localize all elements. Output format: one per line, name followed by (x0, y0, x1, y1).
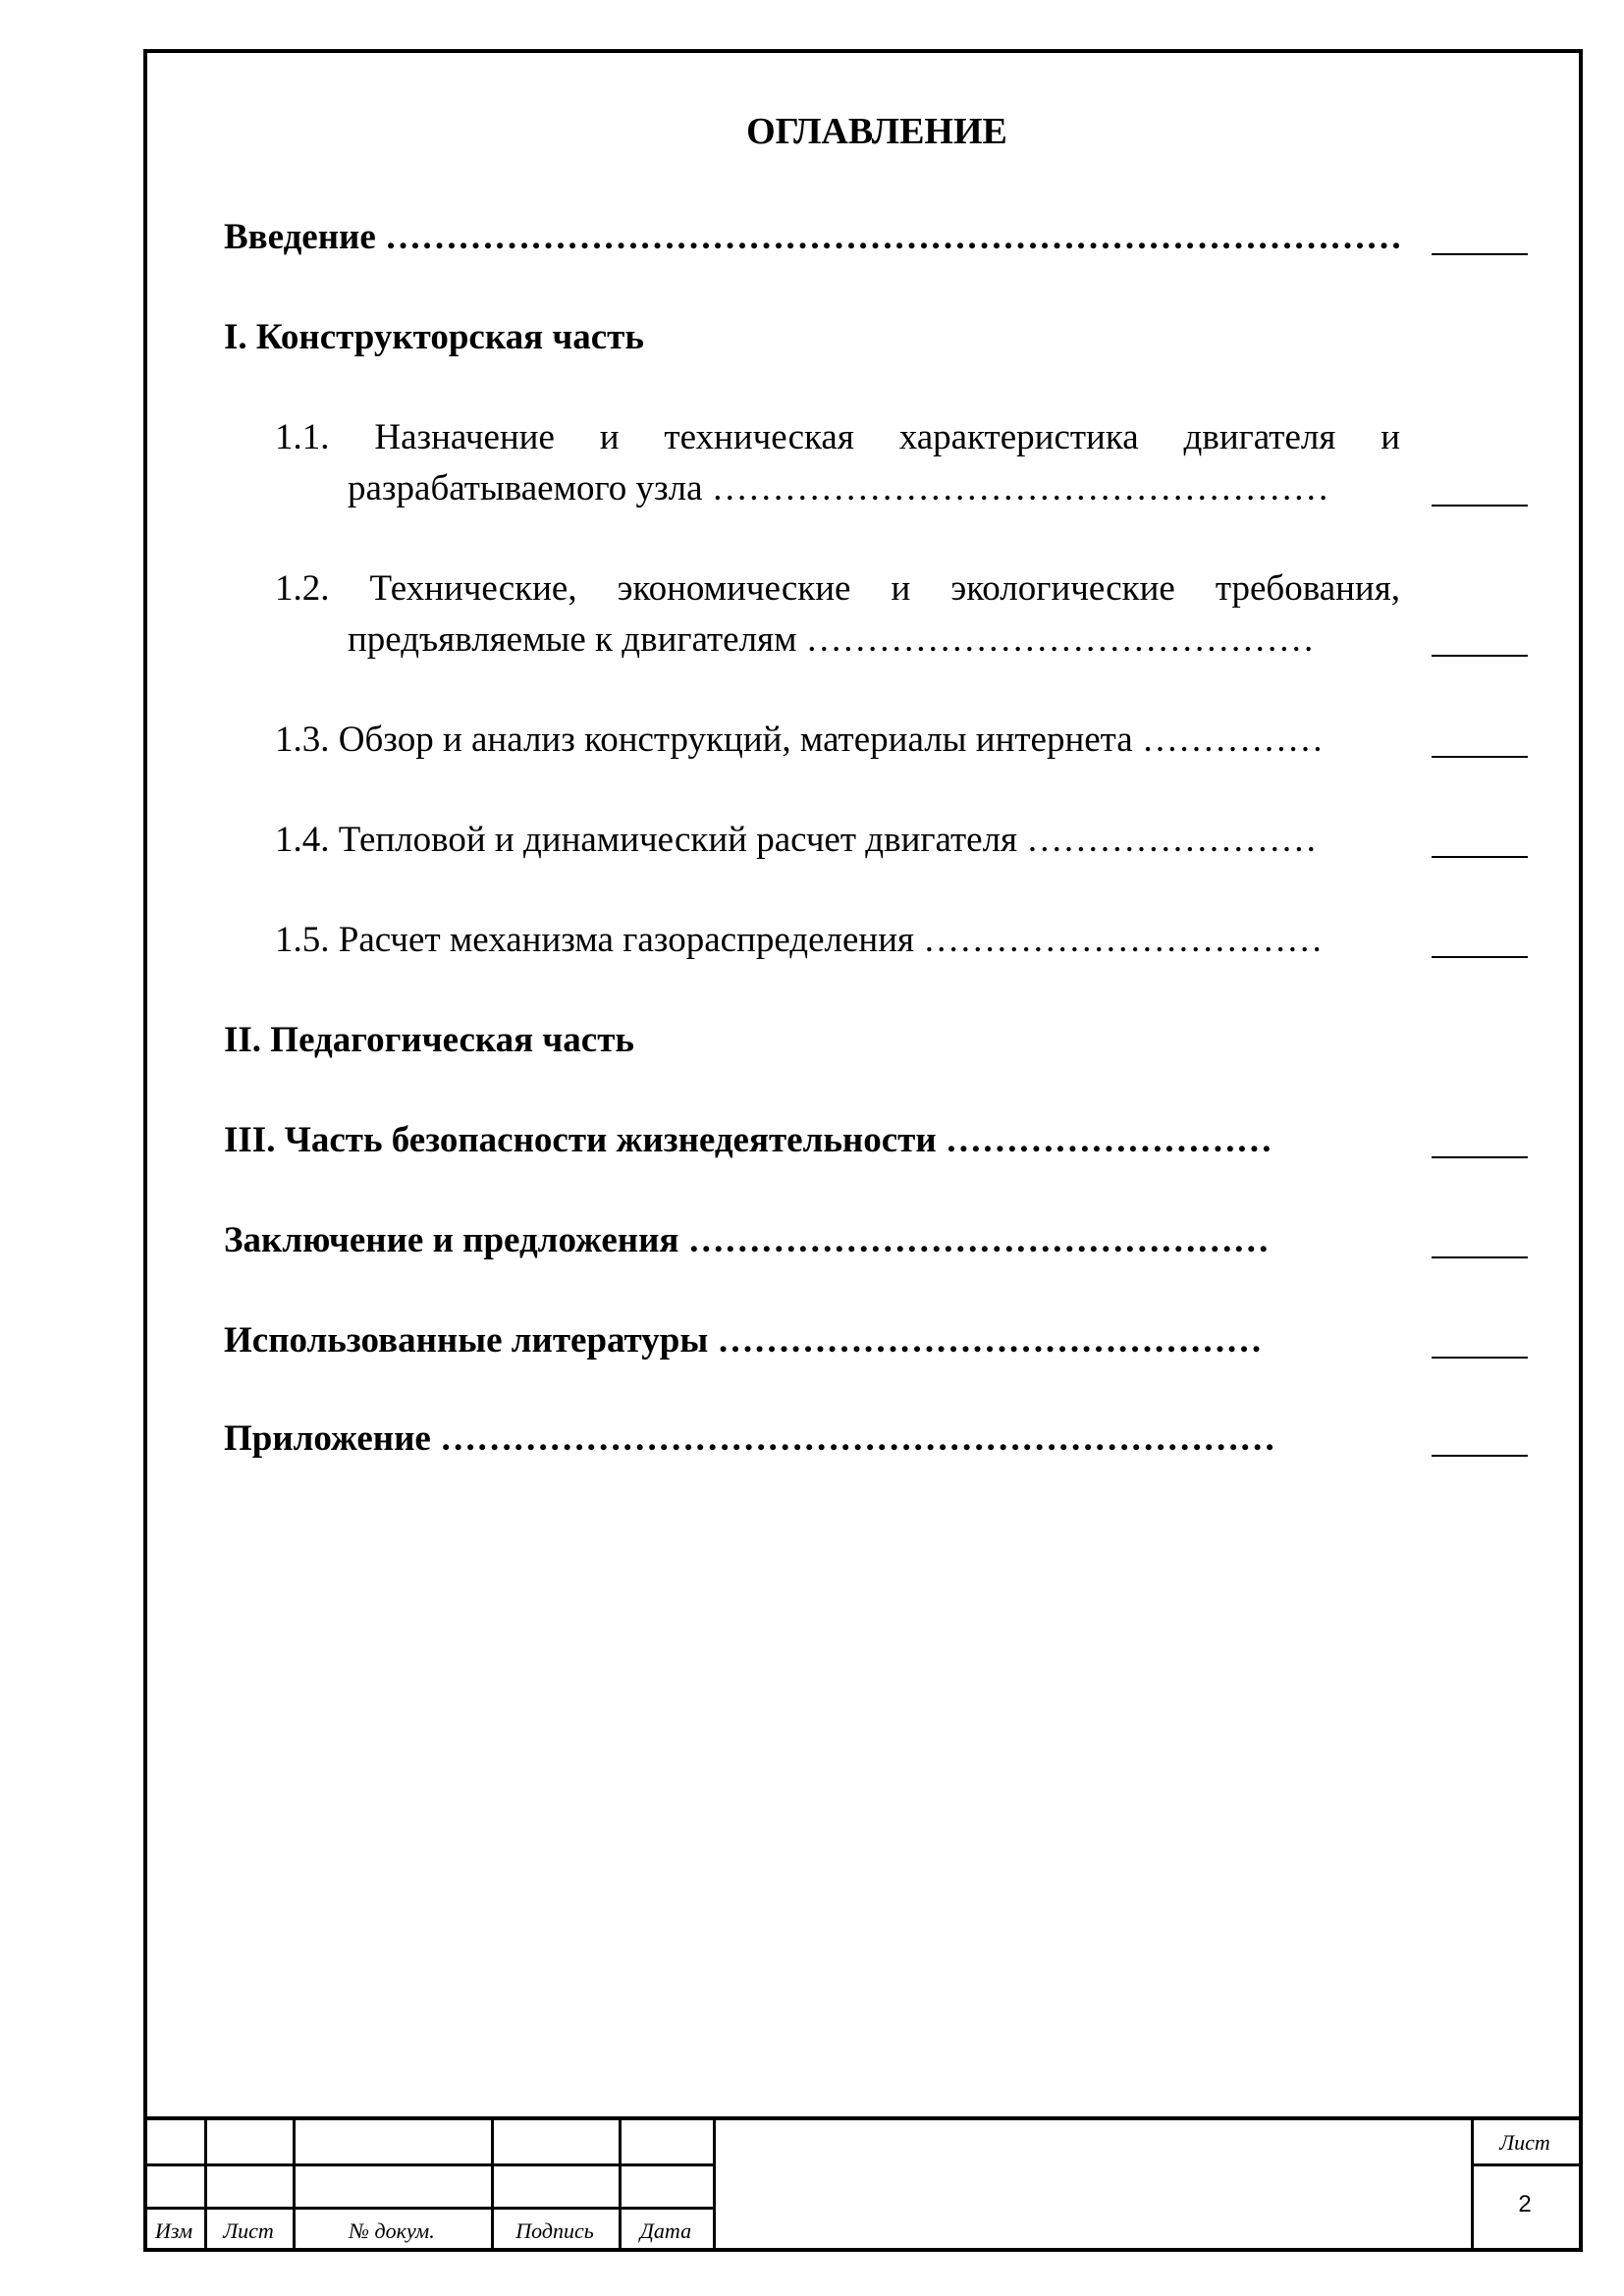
page-number-blank (1432, 1256, 1528, 1258)
toc-entry-conclusion (224, 1215, 1530, 1266)
toc-entry-1-1 (275, 412, 1400, 514)
toc-entry-label: III. Часть безопасности жизнедеятельности (224, 1120, 937, 1160)
toc-entry-label: Использованные литературы (224, 1320, 709, 1361)
toc-entry-1-3 (275, 715, 1581, 766)
toc-entry-label: Заключение и предложения (224, 1220, 679, 1260)
col-list-label: Лист (223, 2218, 274, 2243)
page-number-blank (1432, 1455, 1528, 1457)
page-number-blank (1432, 856, 1528, 858)
toc-entry-line: 1.1. Назначение и техническая характеристика двигателя и (275, 417, 1400, 457)
toc-leader: …………………………………… (805, 619, 1315, 660)
title-block-row-line (143, 2207, 715, 2210)
toc-leader: ………………………………………………………………………… (385, 217, 1403, 257)
page-number-blank (1432, 1156, 1528, 1158)
toc-leader: …………………………………………… (711, 468, 1329, 508)
toc-entry-label: разрабатываемого узла (348, 468, 703, 508)
toc-leader: ……………………… (945, 1120, 1272, 1160)
toc-leader: ………………………………………… (687, 1220, 1270, 1260)
toc-entry-part3 (224, 1115, 1530, 1166)
title-block-row-line (1471, 2163, 1579, 2166)
toc-entry-appendix (224, 1414, 1530, 1465)
toc-entry-1-2 (275, 563, 1400, 666)
toc-entry-label: 1.5. Расчет механизма газораспределения (275, 920, 915, 960)
toc-entry-label: II. Педагогическая часть (224, 1020, 634, 1060)
toc-leader: …………………………… (923, 920, 1324, 960)
sheet-number: 2 (1518, 2191, 1532, 2217)
title-block (143, 2116, 1583, 2252)
toc-entry-line-2 (275, 463, 1400, 514)
page-number-blank (1432, 505, 1528, 507)
toc-entry-part2 (224, 1015, 1530, 1066)
toc-title: ОГЛАВЛЕНИЕ (746, 111, 1007, 152)
col-doc-label: № докум. (349, 2218, 435, 2243)
toc-entry-label: 1.3. Обзор и анализ конструкций, материалы интернета (275, 720, 1133, 760)
page-number-blank (1432, 956, 1528, 958)
col-izm-label: Изм (155, 2218, 192, 2243)
toc-leader: ……………………………………… (717, 1320, 1263, 1361)
toc-entry-1-5 (275, 915, 1581, 966)
toc-entry-intro (224, 212, 1530, 263)
toc-entry-1-4 (275, 815, 1581, 866)
toc-entry-label: Введение (224, 217, 376, 257)
toc-entry-line: 1.2. Технические, экономические и экологические требования, (275, 568, 1400, 609)
toc-entry-label: 1.4. Тепловой и динамический расчет двигателя (275, 820, 1018, 860)
toc-entry-references (224, 1315, 1530, 1366)
page-number-blank (1432, 756, 1528, 758)
toc-leader: …………… (1141, 720, 1324, 760)
page-number-blank (1432, 655, 1528, 657)
toc-entry-part1 (224, 312, 1530, 363)
page-number-blank (1432, 1357, 1528, 1359)
title-block-divider (713, 2120, 716, 2252)
toc-entry-label: I. Конструкторская часть (224, 317, 644, 357)
toc-leader: …………………………………………………………… (440, 1418, 1276, 1459)
toc-entry-label: предъявляемые к двигателям (348, 619, 797, 660)
toc-leader: …………………… (1026, 820, 1318, 860)
sheet-label: Лист (1499, 2130, 1550, 2155)
col-sign-label: Подпись (515, 2218, 594, 2243)
page-number-blank (1432, 253, 1528, 255)
toc-entry-label: Приложение (224, 1418, 431, 1459)
toc-entry-line-2 (275, 614, 1400, 666)
col-date-label: Дата (639, 2218, 692, 2243)
title-block-row-line (143, 2163, 715, 2166)
